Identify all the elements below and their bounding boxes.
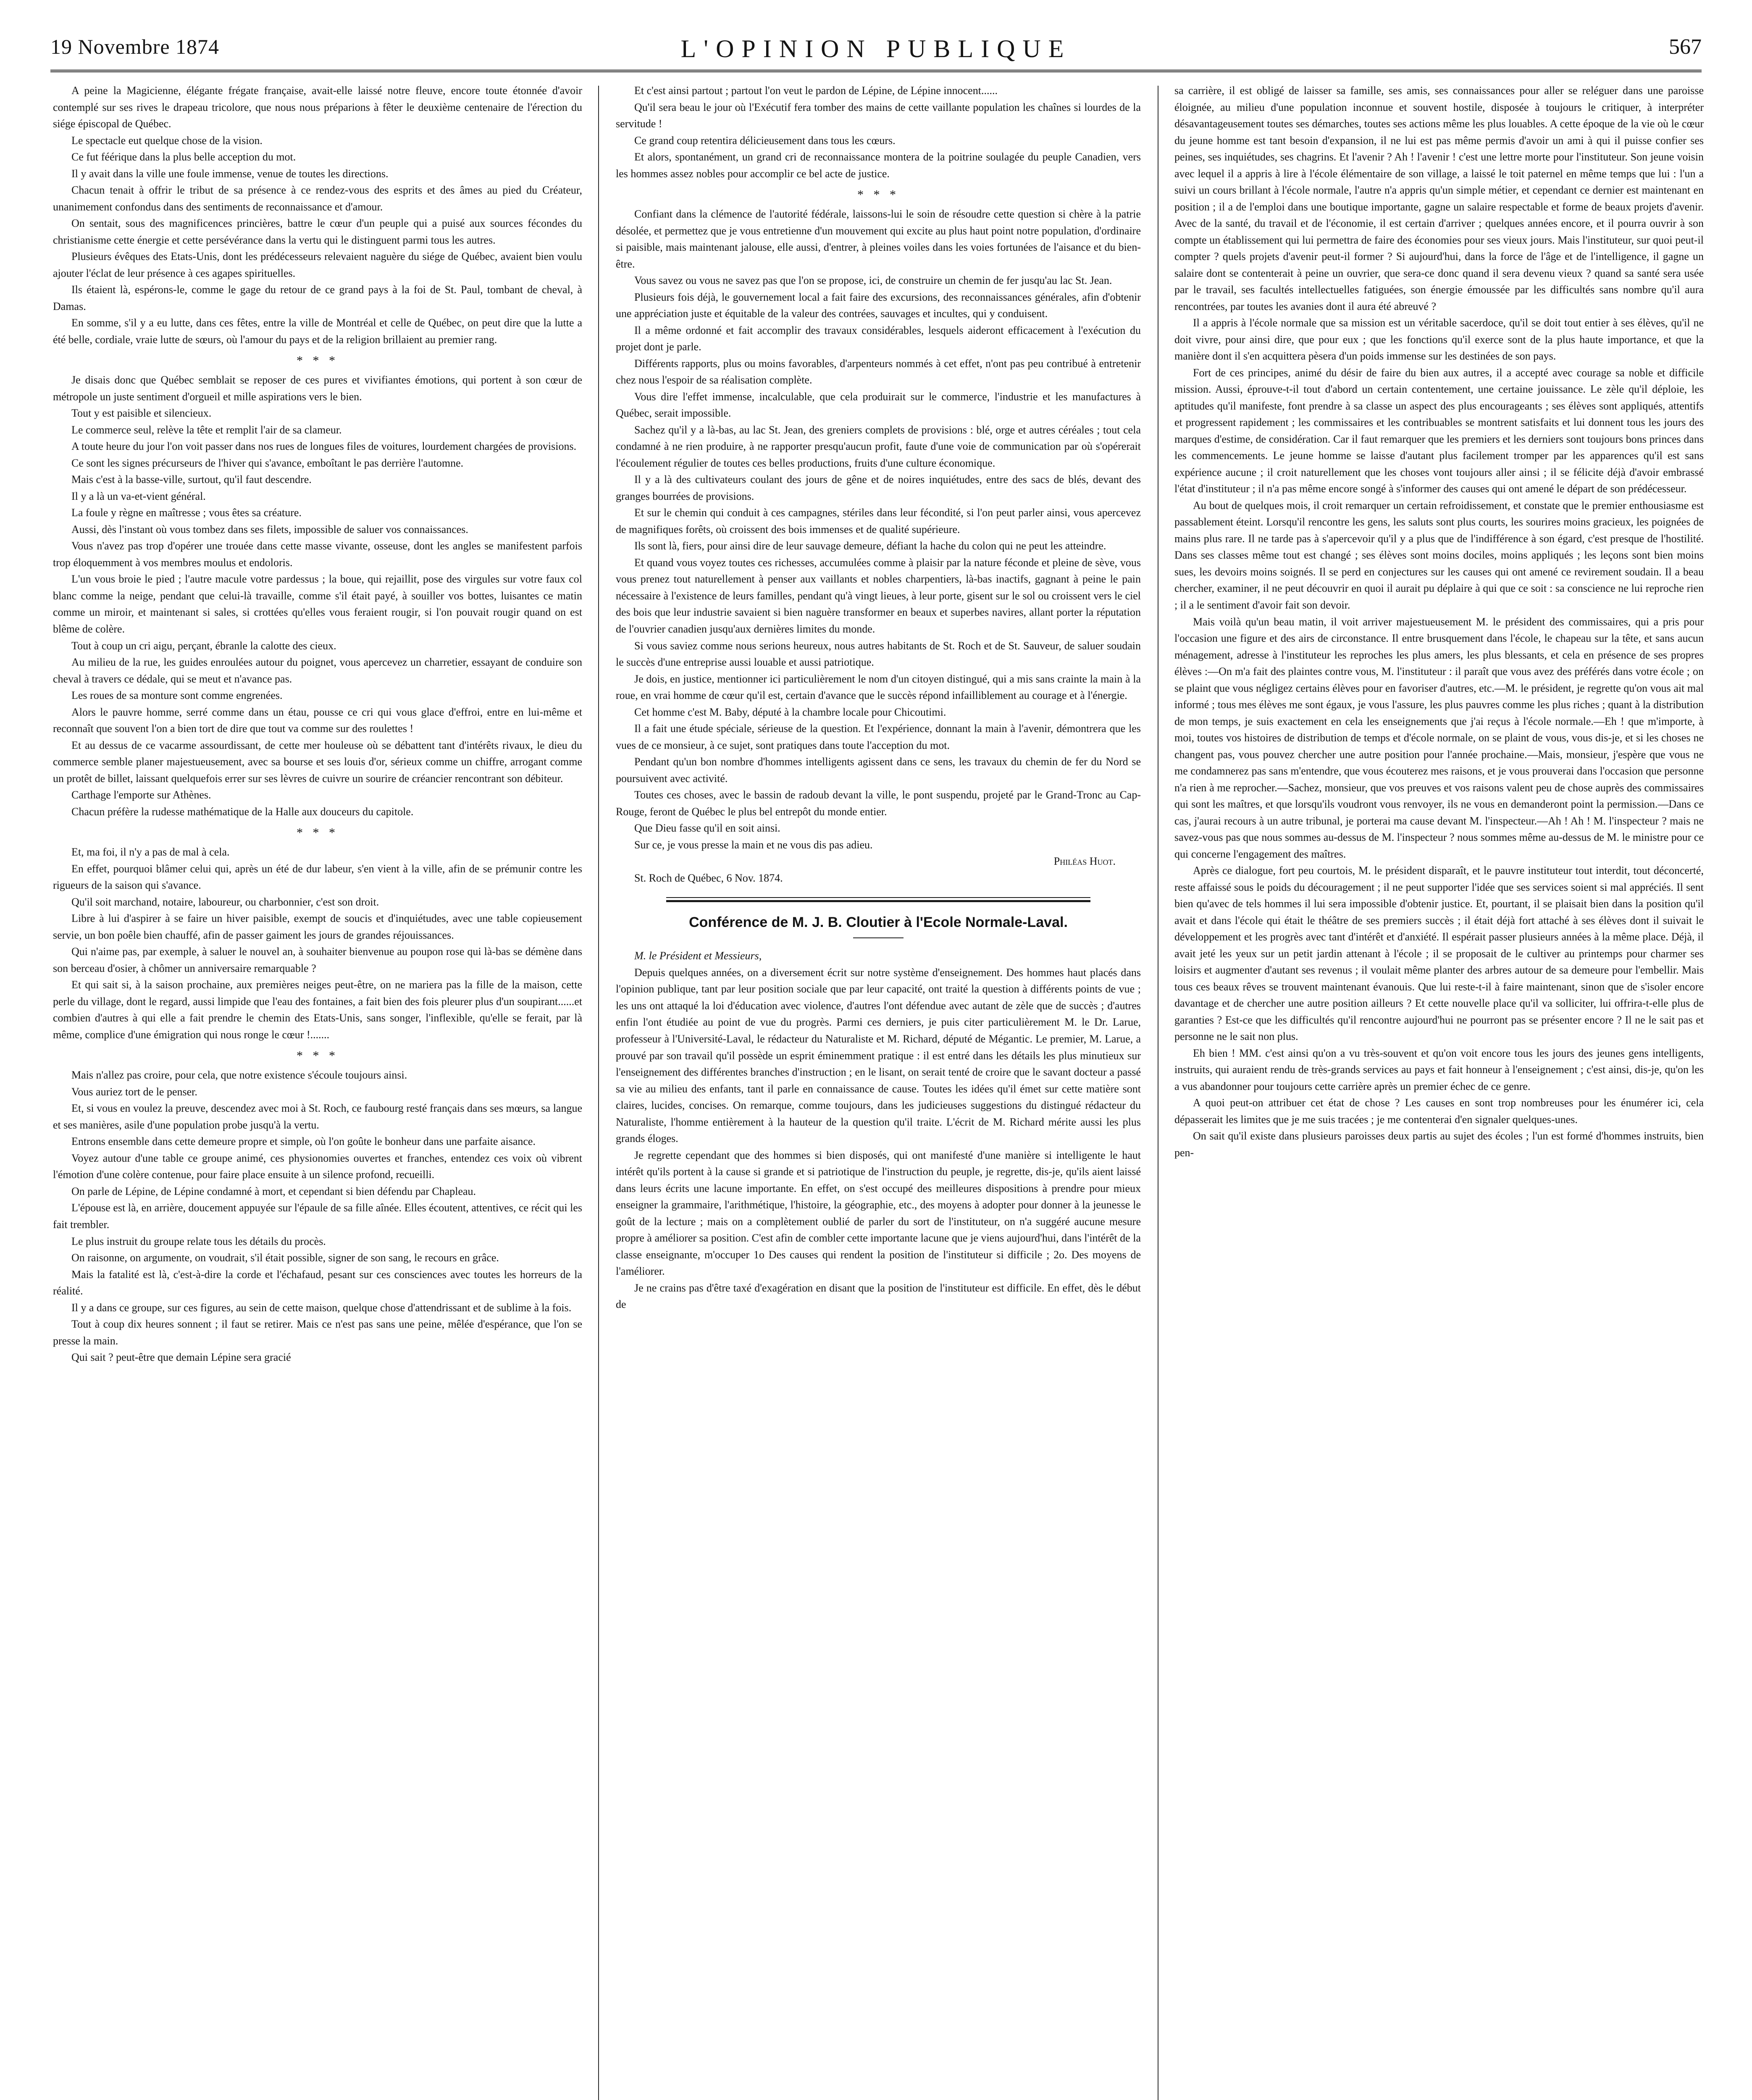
paragraph: Eh bien ! MM. c'est ainsi qu'on a vu très-souvent et qu'on voit encore tous les jours des jeunes gens intelligents, instruits, qui auraient rendu de très-grands services au pays et fait honneur à l'enseignement ; c'est ainsi, dis-je, qu'on les a vus abandonner pour toujours cette carrière après un premier échec de ce genre. bbox=[1174, 1047, 1704, 1092]
paragraph: Je ne crains pas d'être taxé d'exagération en disant que la position de l'instituteur est difficile. En effet, dès le début de bbox=[616, 1281, 1141, 1311]
section-separator: * * * bbox=[857, 188, 899, 202]
paragraph: Il y avait dans la ville une foule immense, venue de toutes les directions. bbox=[71, 167, 389, 180]
text-columns bbox=[40, 82, 1712, 2100]
paragraph: Le spectacle eut quelque chose de la vision. bbox=[71, 134, 263, 147]
column-3 bbox=[1174, 82, 1704, 2100]
paragraph: Il y a dans ce groupe, sur ces figures, au sein de cette maison, quelque chose d'attendrissant et de sublime à la fois. bbox=[71, 1301, 572, 1314]
article-title: Conférence de M. J. B. Cloutier à l'Ecole Normale-Laval. bbox=[689, 914, 1068, 931]
paragraph: Je regrette cependant que des hommes si bien disposés, qui ont manifesté d'une manière si intelligente le haut intérêt qu'ils portent à la cause si grande et si patriotique de l'instruction du peuple, je regrette, dis-je, qu'ils aient laissé dans leurs écrits une lacune importante. En effet, on s'est occupé des meilleures dispositions à prendre pour mieux enseigner la grammaire, l'arithmétique, l'histoire, la géographie, etc., des moyens à adopter pour donner à la jeunesse le goût de la lecture ; mais on a complètement oublié de parler du sort de l'instituteur, on n'a suggéré aucune mesure propre à améliorer sa position. C'est afin de combler cette importante lacune que je viens aujourd'hui, dans l'intérêt de la classe enseignante, m'occuper 1o Des causes qui rendent la position de l'instituteur si difficile ; 2o. Des moyens de l'améliorer. bbox=[616, 1149, 1141, 1278]
paragraph: Qui sait ? peut-être que demain Lépine sera gracié bbox=[71, 1351, 291, 1364]
paragraph: Tout à coup dix heures sonnent ; il faut se retirer. Mais ce n'est pas sans une peine, mêlée d'espérance, que l'on se presse la main. bbox=[53, 1318, 582, 1347]
paragraph: Entrons ensemble dans cette demeure propre et simple, où l'on goûte le bonheur dans une parfaite aisance. bbox=[71, 1135, 536, 1148]
paragraph: Il y a là des cultivateurs coulant des jours de gêne et de noires inquiétudes, entre des sacs de blés, devant des granges bourrées de provisions. bbox=[616, 473, 1141, 502]
author-signature: Philéas Huot. bbox=[1053, 855, 1116, 868]
paragraph: Le plus instruit du groupe relate tous les détails du procès. bbox=[71, 1235, 326, 1247]
paragraph: Toutes ces choses, avec le bassin de radoub devant la ville, le pont suspendu, projeté par le Grand-Tronc au Cap-Rouge, feront de Québec le plus bel entrepôt du monde entier. bbox=[616, 789, 1141, 818]
paragraph: Qu'il soit marchand, notaire, laboureur, ou charbonnier, c'est son droit. bbox=[71, 895, 379, 908]
paragraph: Et au dessus de ce vacarme assourdissant, de cette mer houleuse où se débattent tant d'intérêts rivaux, le dieu du commerce semble planer majestueusement, avec sa bourse et ses louis d'or, sérieux comme un chiffre, arrogant comme un protêt de billet, laissant quelquefois errer sur ses lèvres de cuivre un sourire de créancier rencontrant son débiteur. bbox=[53, 739, 582, 785]
paragraph: Aussi, dès l'instant où vous tombez dans ses filets, impossible de saluer vos connaissances. bbox=[71, 523, 468, 536]
paragraph: Cet homme c'est M. Baby, député à la chambre locale pour Chicoutimi. bbox=[634, 706, 946, 718]
paragraph: Plusieurs fois déjà, le gouvernement local a fait faire des excursions, des reconnaissances générales, afin d'obtenir une appréciation juste et équitable de la valeur des contrées, sauvages et incultes, qui y conduisent. bbox=[616, 291, 1141, 320]
paragraph: Tout à coup un cri aigu, perçant, ébranle la calotte des cieux. bbox=[71, 639, 336, 652]
paragraph: Mais voilà qu'un beau matin, il voit arriver majestueusement M. le président des commissaires, qui a pris pour l'occasion une figure et des airs de circonstance. Il entre brusquement dans l'école, le chapeau sur la tête, et sans aucun ménagement, adresse à l'instituteur les reproches les plus amers, les plus blessants, et cela en présence de ses propres élèves :—On m'a fait des plaintes contre vous, M. l'instituteur : il paraît que vous avez des préférés dans votre école ; on se plaint que vous négligez certains élèves pour en favoriser d'autres, etc.—M. le président, je regrette qu'on vous ait mal informé ; tous mes élèves me sont égaux, je vous l'assure, les plus pauvres comme les plus riches ; quant à la distribution de mon temps, je suis exactement en cela les enseignements que j'ai reçus à l'école normale.—Eh ! que m'importe, à moi, toutes vos histoires de distribution de temps et d'école normale, on se plaint de vous, vous dis-je, et si les choses ne changent pas, vous pouvez chercher une autre position pour l'année prochaine.—Mais, monsieur, j'espère que vous ne me condamnerez pas sans m'entendre, que vous écouterez mes raisons, et je vous prouverai dans l'occasion que personne n'a rien à me reprocher.—Sachez, monsieur, que vos preuves et vos raisons valent peu de chose auprès des commissaires qui sont les maîtres, et que lorsqu'ils voudront vous renvoyer, ils ne vous en demanderont point la permission.—Dans ce cas, j'aurai recours à un autre tribunal, je porterai ma cause devant M. l'inspecteur.—Ah ! Ah ! M. l'inspecteur ? mais ne savez-vous pas que nous sommes au-dessus de M. l'inspecteur ? nous sommes même au-dessus de M. le ministre pour ce qui concerne l'engagement des maîtres. bbox=[1174, 615, 1704, 860]
paragraph: Qui n'aime pas, par exemple, à saluer le nouvel an, à souhaiter bienvenue au poupon rose qui là-bas se démène dans son berceau d'osier, à chômer un anniversaire remarquable ? bbox=[53, 945, 582, 974]
place-date: St. Roch de Québec, 6 Nov. 1874. bbox=[634, 872, 783, 884]
paragraph: On sentait, sous des magnificences princières, battre le cœur d'un peuple qui a puisé aux sources fécondes du christianisme cette énergie et cette persévérance dans la vertu qui le distinguent parmi tous les autres. bbox=[53, 217, 582, 246]
paragraph: Et qui sait si, à la saison prochaine, aux premières neiges peut-être, on ne mariera pas la fille de la maison, cette perle du village, dont le regard, aussi limpide que l'eau des fontaines, a fait bien des fois pleurer plus d'un soupirant......et combien d'autres à qui elle a fait prendre le chemin des Etats-Unis, sans songer, l'inflexible, qu'elle se ferait, par là même, complice d'une émigration qui nous ronge le cœur !....... bbox=[53, 979, 582, 1041]
paragraph: Et, ma foi, il n'y a pas de mal à cela. bbox=[71, 846, 230, 858]
column-1 bbox=[53, 82, 582, 2100]
paragraph: sa carrière, il est obligé de laisser sa famille, ses amis, ses connaissances pour aller se reléguer dans une paroisse éloignée, au milieu d'une population inconnue et souvent hostile, disposée à toujours le critiquer, à interpréter désavantageusement toutes ses démarches, toutes ses actions même les plus louables. A cette époque de la vie où le cœur du jeune homme est tant besoin d'expansion, il ne lui est pas même permis d'avoir un ami à qui il puisse confier ses peines, ses inquiétudes, ses chagrins. Et l'avenir ? Ah ! l'avenir ! c'est une lettre morte pour l'instituteur. Son jeune voisin avec lequel il a appris à lire à l'école élémentaire de son village, a laissé le toit paternel en même temps que lui : l'un a suivi un cours brillant à l'école normale, l'autre n'a appris qu'un simple métier, et cependant ce dernier est maintenant en position ; il a de l'emploi dans une boutique importante, gagne un salaire respectable et forme de beaux projets d'avenir. Avec de la santé, du travail et de l'économie, il est certain d'arriver ; quelques années encore, et il pourra ouvrir à son compte un établissement qui lui permettra de faire des économies pour ses vieux jours. Mais l'instituteur, sur quoi peut-il compter ? quels projets d'avenir peut-il former ? Si aujourd'hui, dans la force de l'âge et de l'intelligence, il gagne un salaire dont se contenterait à peine un ouvrier, que sera-ce donc quand il sera devenu vieux ? quand sa santé sera usée par le travail, ses facultés intellectuelles fatiguées, son énergie émoussée par les difficultés sans nombre qu'il aura rencontrées, par toutes les avanies dont il aura été abreuvé ? bbox=[1174, 84, 1704, 312]
paragraph: Ils étaient là, espérons-le, comme le gage du retour de ce grand pays à la foi de St. Paul, tombant de cheval, à Damas. bbox=[53, 284, 582, 312]
paragraph: Et sur le chemin qui conduit à ces campagnes, stériles dans leur fécondité, si l'on peut parler ainsi, vous apercevez de magnifiques forêts, où croissent des bois immenses et de qualité supérieure. bbox=[616, 507, 1141, 536]
masthead bbox=[50, 20, 1702, 72]
paragraph: Les roues de sa monture sont comme engrenées. bbox=[71, 689, 283, 702]
paragraph: Après ce dialogue, fort peu courtois, M. le président disparaît, et le pauvre instituteur tout interdit, tout déconcerté, reste affaissé sous le poids du découragement ; il ne peut supporter l'idée que ses services soient si mal appréciés. Il sent bien qu'avec de tels hommes il lui sera impossible d'obtenir justice. Et, pourtant, il se plaisait bien dans la position qu'il avait et dans l'école qui était le théâtre de ses premiers succès ; il était déjà fort attaché à ses élèves dont il suivait le développement et les progrès avec tant d'intérêt et d'anxiété. Il espérait passer plusieurs années à la même place. Déjà, il avait jeté les yeux sur un petit jardin attenant à l'école ; il se proposait de le cultiver au printemps pour charmer ses loisirs et augmenter d'autant ses revenus ; il voulait même planter des arbres autour de sa demeure pour l'embellir. Mais tous ces beaux rêves se trouvent maintenant évanouis. Que lui reste-t-il à faire maintenant, sinon que de s'isoler encore davantage et de chercher une autre position ailleurs ? Et cette nouvelle place qu'il va solliciter, lui offrira-t-elle plus de garanties ? Est-ce que les difficultés qu'il rencontre aujourd'hui ne pourront pas se présenter encore ? Il ne le sait pas et personne ne le sait non plus. bbox=[1174, 864, 1704, 1043]
paragraph: Mais la fatalité est là, c'est-à-dire la corde et l'échafaud, pesant sur ces consciences avec toutes les horreurs de la réalité. bbox=[53, 1268, 582, 1297]
paragraph: Sachez qu'il y a là-bas, au lac St. Jean, des greniers complets de provisions : blé, orge et autres céréales ; tout cela condamné à ne rien produire, à ne rapporter presqu'aucun profit, faute d'une voie de communication par où s'opérerait l'écoulement régulier de toutes ces belles productions, fruits d'une culture économique. bbox=[616, 423, 1141, 469]
paragraph: On parle de Lépine, de Lépine condamné à mort, et cependant si bien défendu par Chapleau. bbox=[71, 1185, 476, 1197]
paragraph: Que Dieu fasse qu'il en soit ainsi. bbox=[634, 822, 780, 835]
paragraph: Libre à lui d'aspirer à se faire un hiver paisible, exempt de soucis et d'inquiétudes, avec une table copieusement servie, un bon poêle bien chauffé, afin de passer gaiment les jours de grandes réjouissances. bbox=[53, 912, 582, 941]
paragraph: La foule y règne en maîtresse ; vous êtes sa créature. bbox=[71, 507, 302, 519]
salutation: M. le Président et Messieurs, bbox=[634, 950, 762, 962]
paragraph: Qu'il sera beau le jour où l'Exécutif fera tomber des mains de cette vaillante population les chaînes si lourdes de la servitude ! bbox=[616, 101, 1141, 130]
paragraph: Plusieurs évêques des Etats-Unis, dont les prédécesseurs relevaient naguère du siége de Québec, avaient bien voulu ajouter l'éclat de leur présence à ces agapes spirituelles. bbox=[53, 250, 582, 279]
paragraph: En somme, s'il y a eu lutte, dans ces fêtes, entre la ville de Montréal et celle de Québec, on peut dire que la lutte a été belle, cordiale, vraie lutte de sœurs, où l'amour du pays et de la religion brillaient au premier rang. bbox=[53, 317, 582, 346]
paragraph: Je dois, en justice, mentionner ici particulièrement le nom d'un citoyen distingué, qui a mis sans crainte la main à la roue, en vrai homme de cœur qu'il est, certain d'avance que le succès répond infailliblement au courage et à l'énergie. bbox=[616, 672, 1141, 702]
paragraph: Et quand vous voyez toutes ces richesses, accumulées comme à plaisir par la nature féconde et pleine de sève, vous vous prenez tout naturellement à penser aux vaillants et nobles charpentiers, là-bas inactifs, gagnant à peine le pain nécessaire à l'existence de leurs familles, pendant qu'à vingt lieues, à leur porte, gisent sur le sol ou croissent vers le ciel des bois que leur industrie savaient si bien naguère transformer en beaux et superbes navires, allant porter la réputation de l'ouvrier canadien jusqu'aux dernières limites du monde. bbox=[616, 556, 1141, 635]
paragraph: Et, si vous en voulez la preuve, descendez avec moi à St. Roch, ce faubourg resté français dans ses mœurs, sa langue et ses manières, asile d'une population probe jusqu'à la vertu. bbox=[53, 1102, 582, 1131]
paragraph: A peine la Magicienne, élégante frégate française, avait-elle laissé notre fleuve, encore toute étonnée d'avoir contemplé sur ses rives le drapeau tricolore, que nous nous préparions à fêter le deuxième centenaire de l'érection du siége épiscopal de Québec. bbox=[53, 84, 582, 130]
title-rule bbox=[853, 937, 904, 938]
paragraph: A toute heure du jour l'on voit passer dans nos rues de longues files de voitures, lourdement chargées de provisions. bbox=[71, 440, 577, 453]
section-separator: * * * bbox=[297, 826, 339, 840]
paragraph: Si vous saviez comme nous serions heureux, nous autres habitants de St. Roch et de St. Sauveur, de saluer soudain le succès d'une entreprise aussi louable et aussi patriotique. bbox=[616, 639, 1141, 669]
paragraph: Ce grand coup retentira délicieusement dans tous les cœurs. bbox=[634, 134, 896, 147]
paragraph: Au bout de quelques mois, il croit remarquer un certain refroidissement, et constate que le premier enthousiasme est passablement éteint. Lorsqu'il rencontre les gens, les saluts sont plus courts, les sourires moins gracieux, les poignées de mains plus rare. Il ne tarde pas à s'apercevoir qu'il y a plus que de l'indifférence à son égard, c'est presque de l'hostilité. Dans ses classes même tout est changé ; ses élèves sont moins dociles, moins appliqués ; les leçons sont bien moins sues, les devoirs moins soignés. Il se perd en conjectures sur les causes qui ont amené ce revirement soudain. Il a beau chercher, examiner, il ne peut découvrir en quoi il aurait pu déplaire à qui que ce soit : sa conscience ne lui reproche rien ; il a le sentiment d'avoir fait son devoir. bbox=[1174, 499, 1704, 611]
paragraph: Le commerce seul, relève la tête et remplit l'air de sa clameur. bbox=[71, 423, 342, 436]
paragraph: Il a même ordonné et fait accomplir des travaux considérables, lesquels aideront efficacement à l'exécution du projet dont je parle. bbox=[616, 324, 1141, 353]
paragraph: Ce sont les signes précurseurs de l'hiver qui s'avance, emboîtant le pas derrière l'automne. bbox=[71, 457, 464, 469]
paragraph: Au milieu de la rue, les guides enroulées autour du poignet, vous apercevez un charretier, essayant de conduire son cheval à travers ce dédale, qui se meut et n'avance pas. bbox=[53, 656, 582, 685]
paragraph: Voyez autour d'une table ce groupe animé, ces physionomies ouvertes et franches, entendez ces voix où vibrent l'émotion d'une colère contenue, pour faire place ensuite à un silence profond, recueilli. bbox=[53, 1152, 582, 1181]
paragraph: On sait qu'il existe dans plusieurs paroisses deux partis au sujet des écoles ; l'un est formé d'hommes instruits, bien pen- bbox=[1174, 1130, 1704, 1159]
paragraph: Ils sont là, fiers, pour ainsi dire de leur sauvage demeure, défiant la hache du colon qui ne peut les atteindre. bbox=[634, 540, 1106, 552]
paragraph: Pendant qu'un bon nombre d'hommes intelligents agissent dans ce sens, les travaux du chemin de fer du Nord se poursuivent avec activité. bbox=[616, 756, 1141, 785]
paragraph: Fort de ces principes, animé du désir de faire du bien aux autres, il a accepté avec courage sa noble et difficile mission. Aussi, éprouve-t-il tout d'abord un certain contentement, une certaine jouissance. Le zèle qu'il déploie, les aptitudes qu'il manifeste, font prendre à sa classe un aspect des plus encourageants ; ses élèves sont appliqués, attentifs et progressent rapidement ; les commissaires et les contribuables se montrent satisfaits et lui donnent tous les jours des marques d'estime, de considération. Car il faut remarquer que les premiers et les derniers sont toujours bons princes dans les commencements. Le jeune homme se laisse d'autant plus facilement tromper par les apparences qu'il est sans expérience aucune ; il croit naturellement que les choses vont toujours aller ainsi ; il se félicite déjà d'avoir embrassé l'état d'instituteur ; il n'a pas même encore songé à s'informer des causes qui ont amené le départ de son prédécesseur. bbox=[1174, 366, 1704, 495]
paragraph: Différents rapports, plus ou moins favorables, d'arpenteurs nommés à cet effet, n'ont pas peu contribué à entretenir chez nous l'espoir de sa réalisation complète. bbox=[616, 357, 1141, 386]
paragraph: Alors le pauvre homme, serré comme dans un étau, pousse ce cri qui vous glace d'effroi, entre en lui-même et reconnaît que souvent l'on a bien tort de dire que tout va comme sur des roulettes ! bbox=[53, 706, 582, 735]
issue-date: 19 Novembre 1874 bbox=[50, 35, 220, 58]
section-rule bbox=[666, 897, 1090, 902]
paragraph: Je disais donc que Québec semblait se reposer de ces pures et vivifiantes émotions, qui portent à son cœur de métropole un juste sentiment d'orgueil et mille aspirations vers le bien. bbox=[53, 374, 582, 403]
paragraph: Confiant dans la clémence de l'autorité fédérale, laissons-lui le soin de résoudre cette question si chère à la patrie désolée, et permettez que je vous entretienne d'un mouvement qui excite au plus haut point notre population, d'ordinaire si paisible, mais maintenant jalouse, elle aussi, d'entrer, à pleines voiles dans les voies fortunées de l'aisance et du bien-être. bbox=[616, 208, 1141, 270]
paragraph: Vous auriez tort de le penser. bbox=[71, 1085, 197, 1098]
paragraph: A quoi peut-on attribuer cet état de chose ? Les causes en sont trop nombreuses pour les énumérer ici, cela dépasserait les limites que je me suis tracées ; je me contenterai d'en signaler quelques-unes. bbox=[1174, 1097, 1704, 1126]
paragraph: Mais c'est à la basse-ville, surtout, qu'il faut descendre. bbox=[71, 473, 312, 486]
paragraph: Et alors, spontanément, un grand cri de reconnaissance montera de la poitrine soulagée du peuple Canadien, vers les hommes assez nobles pour accomplir ce bel acte de justice. bbox=[616, 151, 1141, 180]
column-2 bbox=[616, 82, 1141, 2100]
paragraph: Carthage l'emporte sur Athènes. bbox=[71, 789, 211, 801]
paragraph: Vous n'avez pas trop d'opérer une trouée dans cette masse vivante, osseuse, dont les angles se manifestent parfois trop éloquemment à vos membres moulus et endoloris. bbox=[53, 540, 582, 569]
section-separator: * * * bbox=[297, 1049, 339, 1063]
paragraph: En effet, pourquoi blâmer celui qui, après un été de dur labeur, s'en vient à la ville, afin de se prémunir contre les rigueurs de la saison qui s'avance. bbox=[53, 862, 582, 892]
page-number: 567 bbox=[1669, 35, 1702, 59]
paragraph: L'un vous broie le pied ; l'autre macule votre pardessus ; la boue, qui rejaillit, pose des virgules sur votre faux col blanc comme la neige, pendant que celui-là travaille, comme s'il était payé, à souiller vos bottes, luisantes ce matin comme un miroir, et maintenant si sales, si crottées qu'elles vous feraient rougir, si l'on pouvait rougir quand on est blême de colère. bbox=[53, 573, 582, 635]
paragraph: Il a fait une étude spéciale, sérieuse de la question. Et l'expérience, donnant la main à l'avenir, démontrera que les vues de ce monsieur, à ce sujet, sont pratiques dans toute l'acception du mot. bbox=[616, 722, 1141, 751]
paragraph: Vous savez ou vous ne savez pas que l'on se propose, ici, de construire un chemin de fer jusqu'au lac St. Jean. bbox=[634, 274, 1112, 287]
paragraph: Mais n'allez pas croire, pour cela, que notre existence s'écoule toujours ainsi. bbox=[71, 1069, 407, 1082]
column-divider bbox=[598, 86, 599, 2100]
paragraph: Il y a là un va-et-vient général. bbox=[71, 490, 206, 502]
paragraph: On raisonne, on argumente, on voudrait, s'il était possible, signer de son sang, le recours en grâce. bbox=[71, 1252, 499, 1264]
paragraph: Et c'est ainsi partout ; partout l'on veut le pardon de Lépine, de Lépine innocent...... bbox=[634, 84, 998, 97]
section-separator: * * * bbox=[297, 354, 339, 368]
paragraph: Chacun tenait à offrir le tribut de sa présence à ce rendez-vous des esprits et des âmes au pied du Créateur, unanimement confondus dans des sentiments de reconnaissance et d'amour. bbox=[53, 184, 582, 213]
paragraph: Depuis quelques années, on a diversement écrit sur notre système d'enseignement. Des hommes haut placés dans l'opinion publique, tant par leur position sociale que par leur capacité, ont traité la question à différents points de vue ; les uns ont attaqué la loi d'éducation avec violence, d'autres l'ont défendue avec autant de zèle que de succès ; d'autres enfin l'ont étudiée au point de vue du progrès. Parmi ces derniers, je puis citer particulièrement M. le Dr. Larue, professeur à l'Université-Laval, le rédacteur du Naturaliste et M. Richard, député de Mégantic. Le premier, M. Larue, a prouvé par son travail qu'il possède un esprit éminemment pratique : il est entré dans les détails les plus minutieux sur l'enseignement des différentes branches d'instruction ; en le lisant, on serait tenté de croire que le savant docteur a passé sa vie au milieu des enfants, tant il parle en connaissance de cause. Toutes les idées qu'il émet sur cette matière sont claires, lucides, concises. On remarque, comme toujours, dans les judicieuses suggestions du distingué rédacteur du Naturaliste, l'homme entièrement à la hauteur de la question qu'il traite. L'écrit de M. Richard mérite aussi les plus grands éloges. bbox=[616, 966, 1141, 1145]
paragraph: L'épouse est là, en arrière, doucement appuyée sur l'épaule de sa fille aînée. Elles écoutent, attentives, ce récit qui les fait trembler. bbox=[53, 1202, 582, 1231]
paragraph: Il a appris à l'école normale que sa mission est un véritable sacerdoce, qu'il se doit tout entier à ses élèves, qu'il ne doit vivre, pour ainsi dire, que pour eux ; que les fonctions qu'il exerce sont de la plus haute importance, et que la manière dont il s'en acquittera pèsera d'un poids immense sur les destinées de son pays. bbox=[1174, 317, 1704, 362]
paragraph: Ce fut féérique dans la plus belle acception du mot. bbox=[71, 151, 296, 163]
paragraph: Chacun préfère la rudesse mathématique de la Halle aux douceurs du capitole. bbox=[71, 805, 414, 818]
paragraph: Sur ce, je vous presse la main et ne vous dis pas adieu. bbox=[634, 838, 873, 851]
paragraph: Vous dire l'effet immense, incalculable, que cela produirait sur le commerce, l'industrie et les manufactures à Québec, serait impossible. bbox=[616, 390, 1141, 420]
paragraph: Tout y est paisible et silencieux. bbox=[71, 407, 212, 420]
newspaper-title: L'OPINION PUBLIQUE bbox=[680, 35, 1072, 63]
